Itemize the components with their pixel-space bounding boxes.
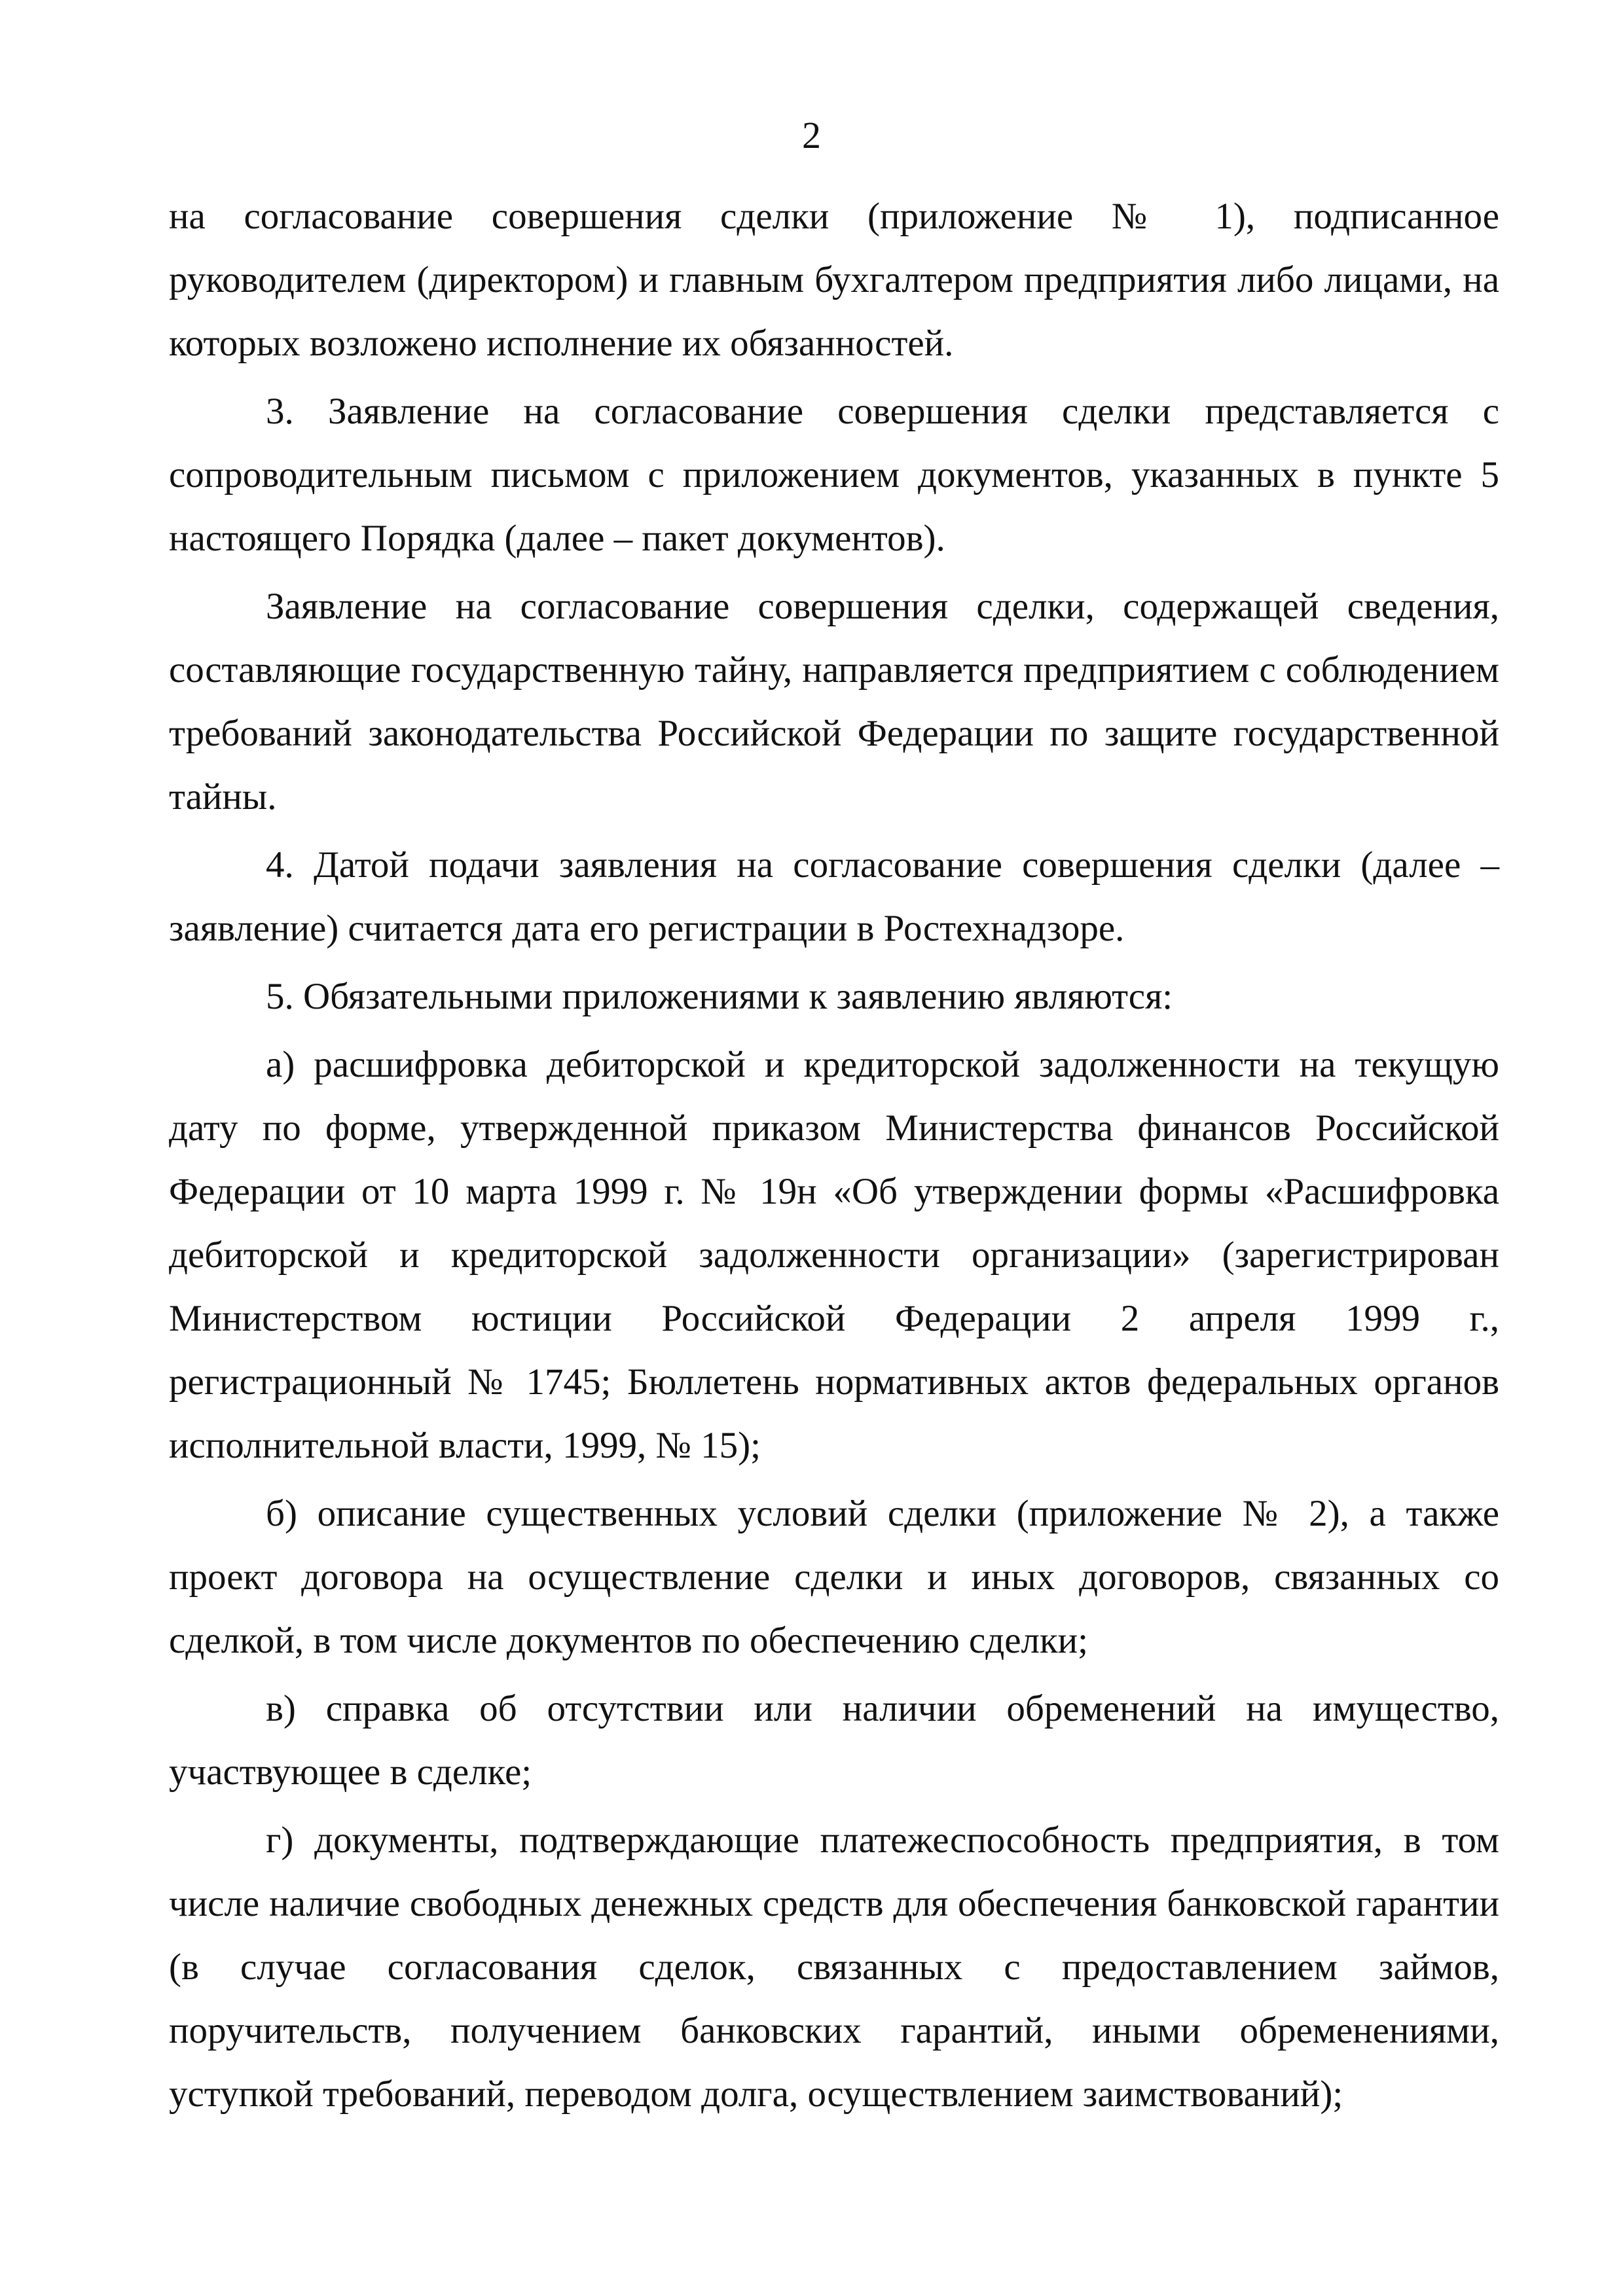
list-item-b: б) описание существенных условий сделки (приложение № 2), а также проект договора на осуществление сделки и иных договоров, связанных со сделкой, в том числе документов по обеспечению сделки; xyxy=(169,1493,1499,1661)
paragraph-item-4: 4. Датой подачи заявления на согласование совершения сделки (далее – заявление) считается дата его регистрации в Ростехнадзоре. xyxy=(169,844,1499,949)
paragraph-item-3: 3. Заявление на согласование совершения сделки представляется с сопроводительным письмом с приложением документов, указанных в пункте 5 настоящего Порядка (далее – пакет документов). xyxy=(169,391,1499,559)
paragraph-state-secret: Заявление на согласование совершения сделки, содержащей сведения, составляющие государственную тайну, направляется предприятием с соблюдением требований законодательства Российской Федерации по защите государственной тайны. xyxy=(169,586,1499,817)
list-item-v: в) справка об отсутствии или наличии обременений на имущество, участвующее в сделке; xyxy=(169,1688,1499,1793)
paragraph-item-5: 5. Обязательными приложениями к заявлению являются: xyxy=(266,976,1173,1017)
list-item-a: а) расшифровка дебиторской и кредиторской задолженности на текущую дату по форме, утвержденной приказом Министерства финансов Российской Федерации от 10 марта 1999 г. № 19н «Об утверждении формы «Расшифровка дебиторской и кредиторской задолженности организации» (зарегистрирован Министерством юстиции Российской Федерации 2 апреля 1999 г., регистрационный № 1745; Бюллетень нормативных актов федеральных органов исполнительной власти, 1999, № 15); xyxy=(169,1044,1499,1466)
page-number: 2 xyxy=(802,114,821,156)
list-item-g: г) документы, подтверждающие платежеспособность предприятия, в том числе наличие свободных денежных средств для обеспечения банковской гарантии (в случае согласования сделок, связанных с предоставлением займов, поручительств, получением банковских гарантий, иными обременениями, уступкой требований, переводом долга, осуществлением заимствований); xyxy=(169,1820,1499,2115)
paragraph-continuation: на согласование совершения сделки (приложение № 1), подписанное руководителем (директором) и главным бухгалтером предприятия либо лицами, на которых возложено исполнение их обязанностей. xyxy=(169,196,1499,364)
document-body xyxy=(169,185,1499,2126)
